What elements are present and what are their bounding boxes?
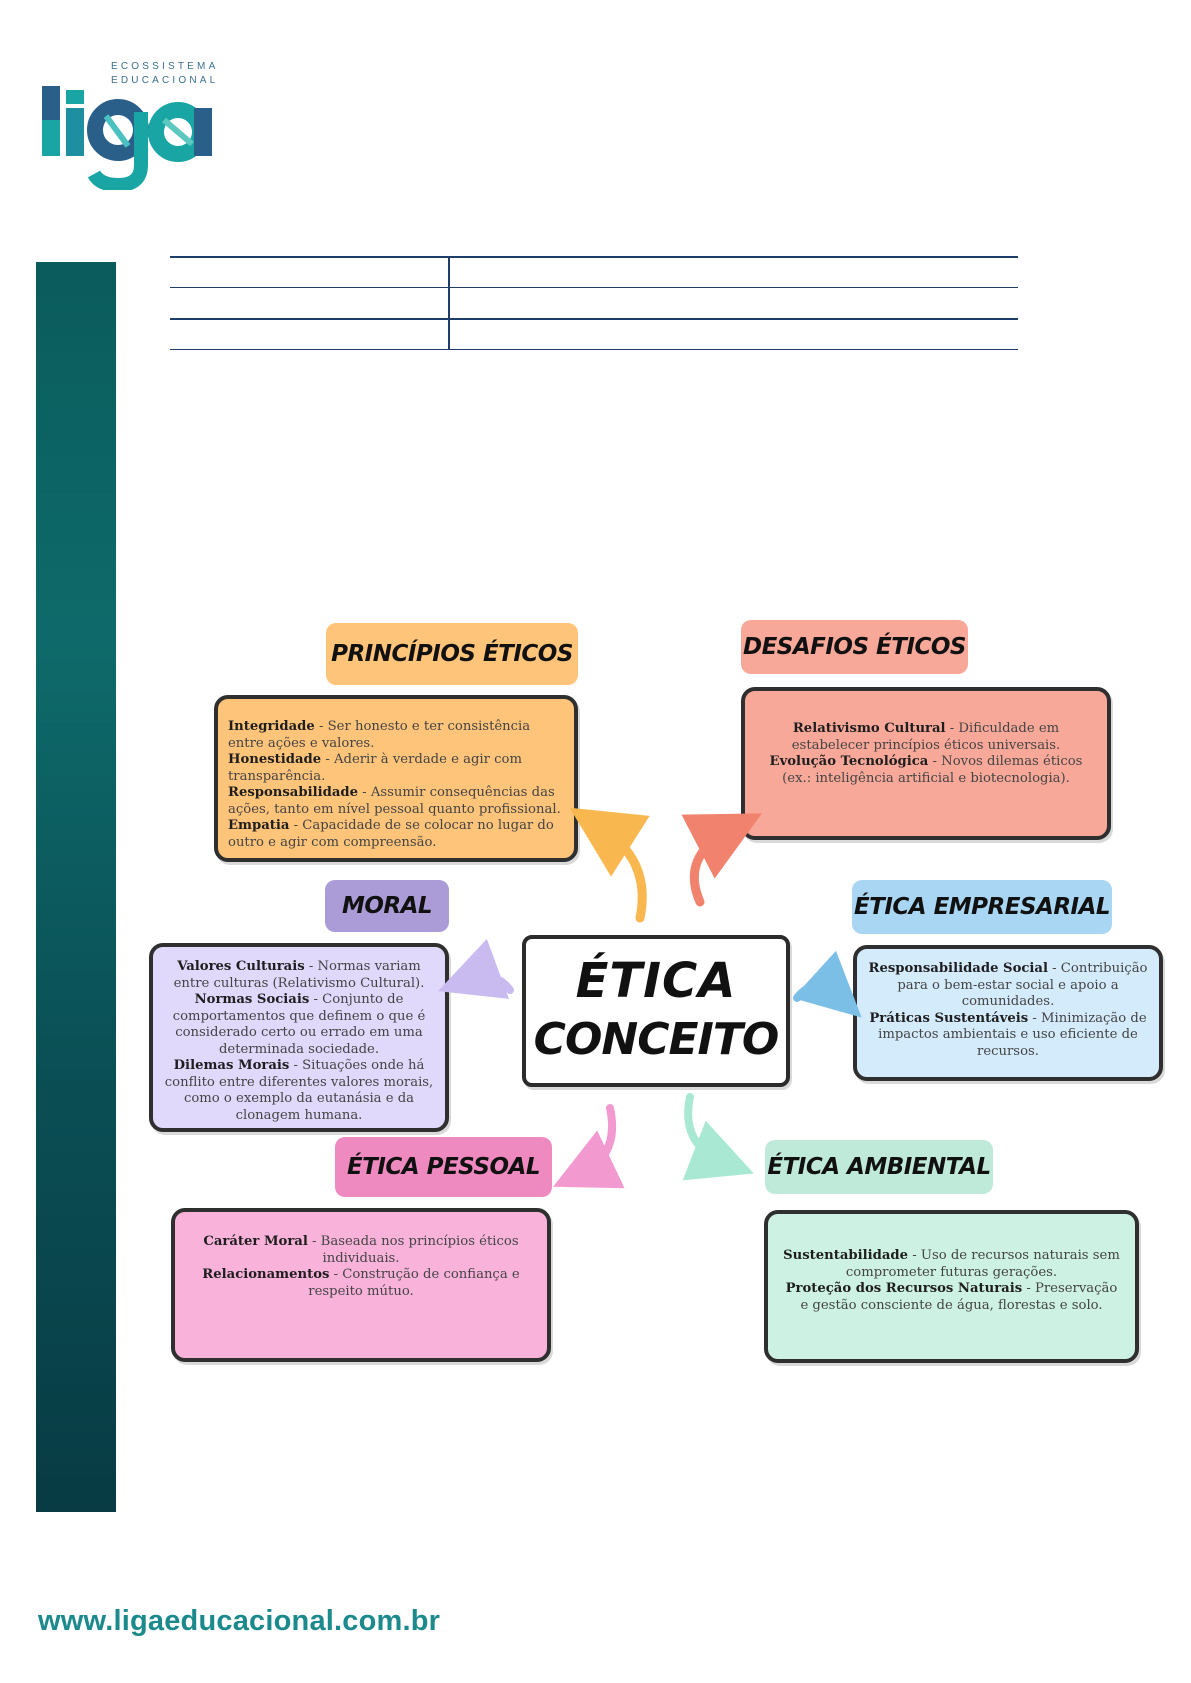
empresarial-item: Práticas Sustentáveis - Minimização de impactos ambientais e uso eficiente de recursos. [869,1010,1147,1059]
logo-tagline-top: ECOSSISTEMA [111,61,219,72]
desafios-item: Relativismo Cultural - Dificuldade em estabelecer princípios éticos universais. [791,721,1061,753]
moral-item: Valores Culturais - Normas variam entre culturas (Relativismo Cultural). [173,959,425,991]
moral-title-text: MORAL [341,893,433,919]
center-title-etica: ÉTICA [575,953,737,1009]
arrow-to-moral [468,977,510,990]
empresarial-title-text: ÉTICA EMPRESARIAL [853,894,1111,920]
principios-title-text: PRINCÍPIOS ÉTICOS [331,641,573,667]
pessoal-title-text: ÉTICA PESSOAL [346,1154,541,1180]
principios-item: Integridade - Ser honesto e ter consistência entre ações e valores. [228,719,531,751]
logo-tagline-bottom: EDUCACIONAL [111,75,219,86]
ambiental-item: Sustentabilidade - Uso de recursos naturais sem comprometer futuras gerações. [783,1248,1120,1280]
moral-item: Normas Sociais - Conjunto de comportamentos que definem o que é considerado certo ou errado em uma determinada sociedade. [172,992,426,1057]
arrow-to-empresarial [797,986,838,998]
principios-item: Responsabilidade - Assumir consequências das ações, tanto em nível pessoal quanto profissional. [228,785,561,817]
pessoal-item: Relacionamentos - Construção de confiança e respeito mútuo. [202,1267,520,1299]
principios-item: Empatia - Capacidade de se colocar no lugar do outro e agir com compreensão. [228,818,554,850]
empresarial-item: Responsabilidade Social - Contribuição para o bem-estar social e apoio a comunidades. [868,961,1148,1009]
desafios-item: Evolução Tecnológica - Novos dilemas éticos (ex.: inteligência artificial e biotecnologia). [769,754,1083,786]
desafios-title-text: DESAFIOS ÉTICOS [742,634,967,660]
arrow-to-principios [600,827,642,918]
arrow-to-desafios [694,830,730,902]
arrow-to-ambiental [688,1097,724,1162]
moral-item: Dilemas Morais - Situações onde há conflito entre diferentes valores morais, como o exemplo da eutanásia e da clonagem humana. [164,1058,434,1123]
ambiental-item: Proteção dos Recursos Naturais - Preservação e gestão consciente de água, florestas e solo. [785,1281,1118,1313]
center-title-conceito: CONCEITO [533,1014,779,1065]
pessoal-item: Caráter Moral - Baseada nos princípios éticos individuais. [203,1234,519,1266]
principios-item: Honestidade - Aderir à verdade e agir com transparência. [228,752,522,784]
footer-website-link[interactable]: www.ligaeducacional.com.br [38,1605,441,1637]
ambiental-title-text: ÉTICA AMBIENTAL [767,1154,991,1180]
arrow-to-pessoal [582,1108,612,1173]
